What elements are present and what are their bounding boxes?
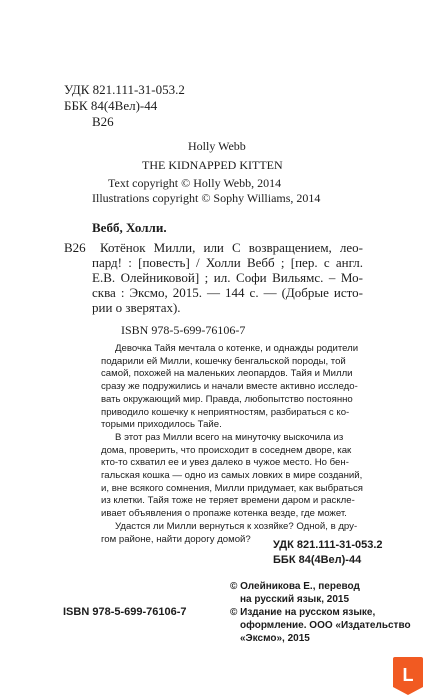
- author-mark: В26: [92, 114, 114, 129]
- catalog-line: Котёнок Милли, или С возвращением, лео-: [100, 240, 363, 255]
- original-title: THE KIDNAPPED KITTEN: [142, 158, 283, 172]
- rights-line: © Издание на русском языке,: [230, 607, 376, 618]
- annotation-line: ивает объявления о пропаже котенка везде, где может.: [101, 508, 347, 520]
- rights-line: © Олейникова Е., перевод: [230, 581, 360, 592]
- annotation-line: сразу же подружились и начали вместе активно исследо-: [101, 381, 358, 393]
- catalog-line: рии о зверятах).: [92, 300, 181, 315]
- logo-letter: L: [402, 665, 414, 685]
- text-copyright: Text copyright © Holly Webb, 2014: [108, 176, 282, 190]
- annotation-line: В этот раз Милли всего на минуточку выскочила из: [115, 431, 344, 443]
- annotation-line: вать окружающий мир. Правда, любопытство постоянно: [101, 393, 353, 405]
- annotation-line: из клетки. Тайя тоже не теряет времени даром и раскле-: [101, 495, 355, 507]
- annotation-line: Девочка Тайя мечтала о котенке, и однажды родители: [115, 343, 359, 354]
- catalog-line: пард! : [повесть] / Холли Вебб ; [пер. с англ.: [92, 255, 363, 270]
- rights-block: [230, 580, 411, 645]
- original-author: Holly Webb: [188, 139, 246, 153]
- catalog-isbn: ISBN 978-5-699-76106-7: [121, 323, 246, 337]
- annotation-line: подарили ей Милли, кошечку бенгальской породы, той: [101, 355, 346, 367]
- bottom-bbk: ББК 84(4Вел)-44: [273, 554, 362, 566]
- annotation-line: кто-то схватил ее и увез далеко в чужое место. Но бен-: [101, 457, 349, 469]
- bottom-udk: УДК 821.111-31-053.2: [273, 539, 383, 551]
- annotation: [101, 343, 363, 546]
- illustrations-copyright: Illustrations copyright © Sophy Williams, 2014: [92, 191, 321, 205]
- udk-code: УДК 821.111-31-053.2: [64, 82, 185, 97]
- publisher-logo: [393, 657, 423, 695]
- annotation-line: гальская кошка — одно из самых ловких в мире созданий,: [101, 470, 363, 482]
- catalog-mark: В26: [64, 240, 86, 255]
- logo-shape: [393, 657, 423, 695]
- annotation-line: дома, проверить, что происходит в соседнем дворе, как: [101, 444, 352, 456]
- catalog-description: [92, 240, 363, 315]
- catalog-line: Е.В. Олейниковой] ; ил. Софи Вильямс. – Мо-: [92, 270, 363, 285]
- bottom-isbn: ISBN 978-5-699-76106-7: [63, 606, 187, 618]
- rights-line: на русский язык, 2015: [240, 594, 350, 605]
- bbk-code: ББК 84(4Вел)-44: [64, 98, 158, 113]
- annotation-line: и, вне всякого сомнения, Милли придумает, как выбраться: [101, 482, 363, 494]
- annotation-line: торыми приходилось Тайе.: [101, 419, 222, 431]
- catalog-heading: Вебб, Холли.: [92, 220, 167, 235]
- catalog-line: сква : Эксмо, 2015. — 144 с. — (Добрые исто-: [92, 285, 363, 300]
- rights-line: оформление. ООО «Издательство: [240, 620, 411, 631]
- annotation-line: приводило кошечку к неприятностям, разбираться с ко-: [101, 406, 350, 418]
- annotation-line: самой, похожей на маленьких леопардов. Тайя и Милли: [101, 368, 353, 380]
- rights-line: «Эксмо», 2015: [240, 633, 310, 644]
- annotation-line: Удастся ли Милли вернуться к хозяйке? Одной, в дру-: [115, 520, 358, 532]
- annotation-line: гом районе, найти дорогу домой?: [101, 533, 251, 545]
